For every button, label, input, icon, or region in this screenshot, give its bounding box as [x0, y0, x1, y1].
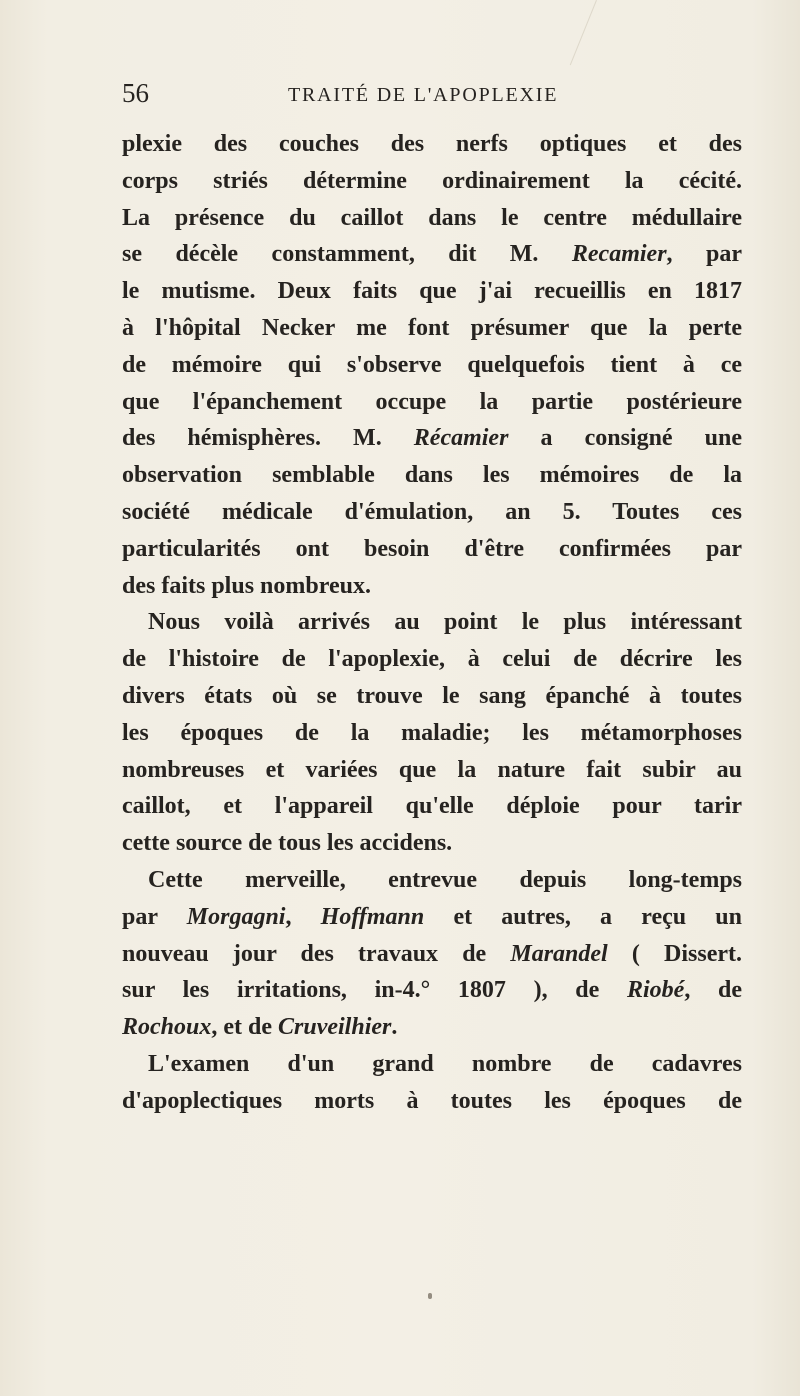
- text-run: La présence du caillot dans le centre médullaire: [122, 204, 742, 231]
- text-line: [122, 200, 742, 237]
- text-run: d'apoplectiques morts à toutes les époques de: [122, 1087, 742, 1114]
- text-line: [122, 457, 742, 494]
- text-line: [122, 1009, 742, 1046]
- text-run: des hémisphères. M.: [122, 425, 414, 452]
- text-run: , et de: [211, 1014, 279, 1041]
- text-run: Cette merveille, entrevue depuis long-temps: [148, 866, 742, 893]
- text-run: L'examen d'un grand nombre de cadavres: [148, 1050, 742, 1077]
- italic-name: Rochoux: [122, 1014, 212, 1041]
- text-run: le mutisme. Deux faits que j'ai recueillis en 1817: [122, 278, 742, 305]
- text-run: Nous voilà arrivés au point le plus intéressant: [148, 609, 742, 636]
- text-run: des faits plus nombreux.: [122, 572, 371, 599]
- italic-name: Hoffmann: [320, 903, 425, 930]
- text-run: nouveau jour des travaux de: [122, 940, 511, 967]
- text-run: par: [122, 903, 187, 930]
- text-run: et autres, a reçu un: [424, 903, 742, 930]
- page-header: [122, 72, 742, 112]
- text-run: ,: [285, 903, 321, 930]
- running-title: TRAITÉ DE L'APOPLEXIE: [288, 84, 559, 106]
- text-line: [122, 126, 742, 163]
- text-line: [122, 1083, 742, 1120]
- text-run: cette source de tous les accidens.: [122, 830, 453, 857]
- text-run: corps striés détermine ordinairement la cécité.: [122, 167, 742, 194]
- text-run: que l'épanchement occupe la partie postérieure: [122, 388, 742, 415]
- page-number: 56: [122, 78, 149, 108]
- text-run: à l'hôpital Necker me font présumer que la perte: [122, 314, 742, 341]
- text-line: [122, 1046, 742, 1083]
- paper-speck: [428, 1293, 432, 1299]
- text-run: particularités ont besoin d'être confirmées par: [122, 535, 742, 562]
- italic-name: Riobé: [626, 977, 685, 1004]
- text-line: [122, 788, 742, 825]
- italic-name: Récamier: [413, 425, 509, 452]
- text-line: [122, 384, 742, 421]
- italic-name: Recamier: [571, 241, 667, 268]
- text-run: , par: [666, 241, 742, 268]
- text-line: [122, 347, 742, 384]
- text-line: [122, 641, 742, 678]
- text-line: [122, 568, 742, 605]
- text-run: .: [391, 1014, 398, 1041]
- text-run: a consigné une: [508, 425, 742, 452]
- text-run: observation semblable dans les mémoires de la: [122, 462, 742, 489]
- text-line: [122, 715, 742, 752]
- italic-name: Marandel: [510, 940, 608, 967]
- text-run: plexie des couches des nerfs optiques et des: [122, 131, 742, 157]
- text-line: [122, 163, 742, 200]
- text-run: de l'histoire de l'apoplexie, à celui de décrire les: [122, 646, 742, 673]
- text-line: [122, 678, 742, 715]
- text-line: [122, 531, 742, 568]
- text-run: sur les irritations, in-4.° 1807 ), de: [122, 977, 627, 1004]
- text-run: se décèle constamment, dit M.: [122, 241, 572, 268]
- italic-name: Morgagni: [186, 903, 286, 930]
- text-run: les époques de la maladie; les métamorphoses: [122, 719, 742, 746]
- text-line: [122, 899, 742, 936]
- text-run: société médicale d'émulation, an 5. Toutes ces: [122, 498, 742, 525]
- text-line: [122, 310, 742, 347]
- text-line: [122, 972, 742, 1009]
- text-line: [122, 825, 742, 862]
- text-run: ( Dissert.: [607, 940, 742, 967]
- text-line: [122, 494, 742, 531]
- text-line: [122, 273, 742, 310]
- text-run: de mémoire qui s'observe quelquefois tient à ce: [122, 351, 742, 378]
- text-run: nombreuses et variées que la nature fait subir au: [122, 756, 742, 783]
- italic-name: Cruveilhier: [278, 1014, 392, 1041]
- text-line: [122, 752, 742, 789]
- paper-crease: [570, 0, 597, 65]
- body-text: [122, 126, 742, 1120]
- text-line: [122, 862, 742, 899]
- text-line: [122, 236, 742, 273]
- text-run: divers états où se trouve le sang épanché à toutes: [122, 682, 742, 709]
- text-run: , de: [684, 977, 743, 1004]
- text-line: [122, 420, 742, 457]
- text-line: [122, 936, 742, 973]
- text-line: [122, 604, 742, 641]
- text-run: caillot, et l'appareil qu'elle déploie pour tarir: [122, 793, 742, 820]
